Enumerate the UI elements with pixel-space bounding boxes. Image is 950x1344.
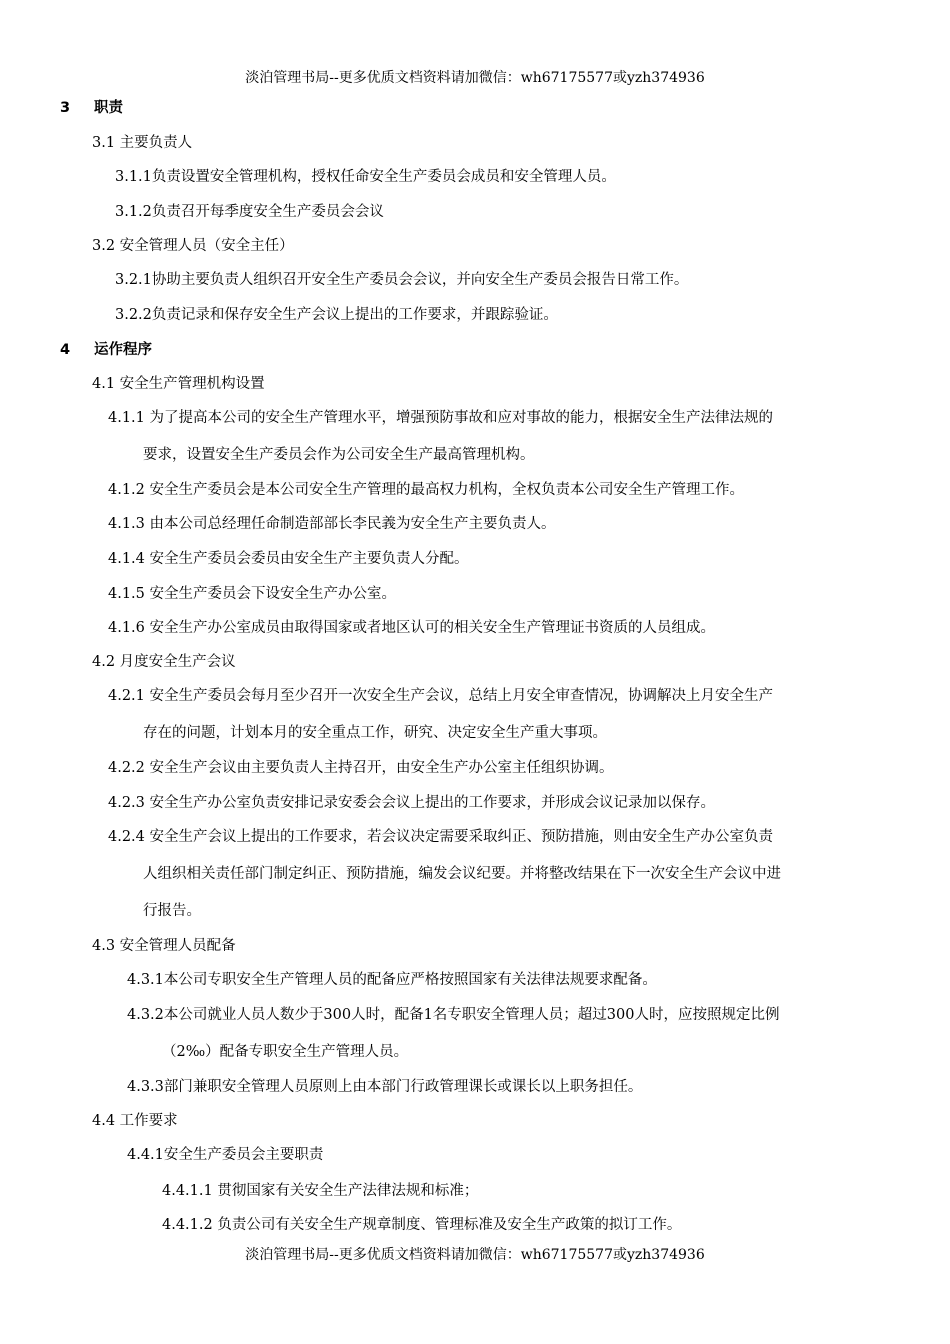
paragraph: 4.2.2 安全生产会议由主要负责人主持召开，由安全生产办公室主任组织协调。 bbox=[108, 760, 614, 776]
section-number: 4 bbox=[60, 342, 71, 358]
paragraph-continuation: 要求，设置安全生产委员会作为公司安全生产最高管理机构。 bbox=[143, 447, 535, 463]
paragraph: 4.4.1安全生产委员会主要职责 bbox=[127, 1147, 324, 1163]
paragraph: 4.1.1 为了提高本公司的安全生产管理水平，增强预防事故和应对事故的能力，根据安全生产法律法规的 bbox=[108, 410, 773, 426]
paragraph-continuation: 人组织相关责任部门制定纠正、预防措施，编发会议纪要。并将整改结果在下一次安全生产会议中进 bbox=[143, 866, 781, 882]
paragraph: 3.1.1负责设置安全管理机构，授权任命安全生产委员会成员和安全管理人员。 bbox=[115, 169, 616, 185]
paragraph-continuation: （2‰）配备专职安全生产管理人员。 bbox=[162, 1044, 409, 1060]
paragraph: 4.4.1.1 贯彻国家有关安全生产法律法规和标准； bbox=[162, 1183, 479, 1199]
paragraph: 4.1.3 由本公司总经理任命制造部部长李民義为安全生产主要负责人。 bbox=[108, 516, 556, 532]
paragraph: 4.3.3部门兼职安全管理人员原则上由本部门行政管理课长或课长以上职务担任。 bbox=[127, 1079, 643, 1095]
page-header: 淡泊管理书局--更多优质文档资料请加微信：wh67175577或yzh374936 bbox=[245, 70, 705, 86]
page-footer: 淡泊管理书局--更多优质文档资料请加微信：wh67175577或yzh374936 bbox=[245, 1247, 705, 1263]
paragraph: 4.3.1本公司专职安全生产管理人员的配备应严格按照国家有关法律法规要求配备。 bbox=[127, 972, 657, 988]
paragraph: 4.2.1 安全生产委员会每月至少召开一次安全生产会议，总结上月安全审查情况，协调解决上月安全生产 bbox=[108, 688, 773, 704]
subsection-heading: 4.4 工作要求 bbox=[92, 1113, 178, 1129]
paragraph: 4.4.1.2 负责公司有关安全生产规章制度、管理标准及安全生产政策的拟订工作。 bbox=[162, 1217, 682, 1233]
subsection-heading: 4.2 月度安全生产会议 bbox=[92, 654, 236, 670]
paragraph: 4.1.6 安全生产办公室成员由取得国家或者地区认可的相关安全生产管理证书资质的人员组成。 bbox=[108, 620, 715, 636]
section-number: 3 bbox=[60, 100, 71, 116]
paragraph-continuation: 存在的问题，计划本月的安全重点工作，研究、决定安全生产重大事项。 bbox=[143, 725, 607, 741]
paragraph: 3.1.2负责召开每季度安全生产委员会会议 bbox=[115, 204, 384, 220]
paragraph-continuation: 行报告。 bbox=[143, 903, 201, 919]
subsection-heading: 4.3 安全管理人员配备 bbox=[92, 938, 236, 954]
paragraph: 4.1.2 安全生产委员会是本公司安全生产管理的最高权力机构，全权负责本公司安全生产管理工作。 bbox=[108, 482, 744, 498]
paragraph: 4.2.4 安全生产会议上提出的工作要求，若会议决定需要采取纠正、预防措施，则由安全生产办公室负责 bbox=[108, 829, 773, 845]
section-title: 职责 bbox=[94, 100, 123, 116]
paragraph: 4.1.4 安全生产委员会委员由安全生产主要负责人分配。 bbox=[108, 551, 469, 567]
section-heading-4 bbox=[60, 340, 152, 360]
paragraph: 3.2.2负责记录和保存安全生产会议上提出的工作要求，并跟踪验证。 bbox=[115, 307, 558, 323]
section-heading-3 bbox=[60, 98, 123, 118]
paragraph: 4.1.5 安全生产委员会下设安全生产办公室。 bbox=[108, 586, 397, 602]
subsection-heading: 4.1 安全生产管理机构设置 bbox=[92, 376, 265, 392]
paragraph: 4.2.3 安全生产办公室负责安排记录安委会会议上提出的工作要求，并形成会议记录加以保存。 bbox=[108, 795, 715, 811]
section-title: 运作程序 bbox=[94, 342, 152, 358]
subsection-heading: 3.2 安全管理人员（安全主任） bbox=[92, 238, 294, 254]
subsection-heading: 3.1 主要负责人 bbox=[92, 135, 193, 151]
paragraph: 3.2.1协助主要负责人组织召开安全生产委员会会议，并向安全生产委员会报告日常工作。 bbox=[115, 272, 689, 288]
paragraph: 4.3.2本公司就业人员人数少于300人时，配备1名专职安全管理人员；超过300人时，应按照规定比例 bbox=[127, 1007, 780, 1023]
